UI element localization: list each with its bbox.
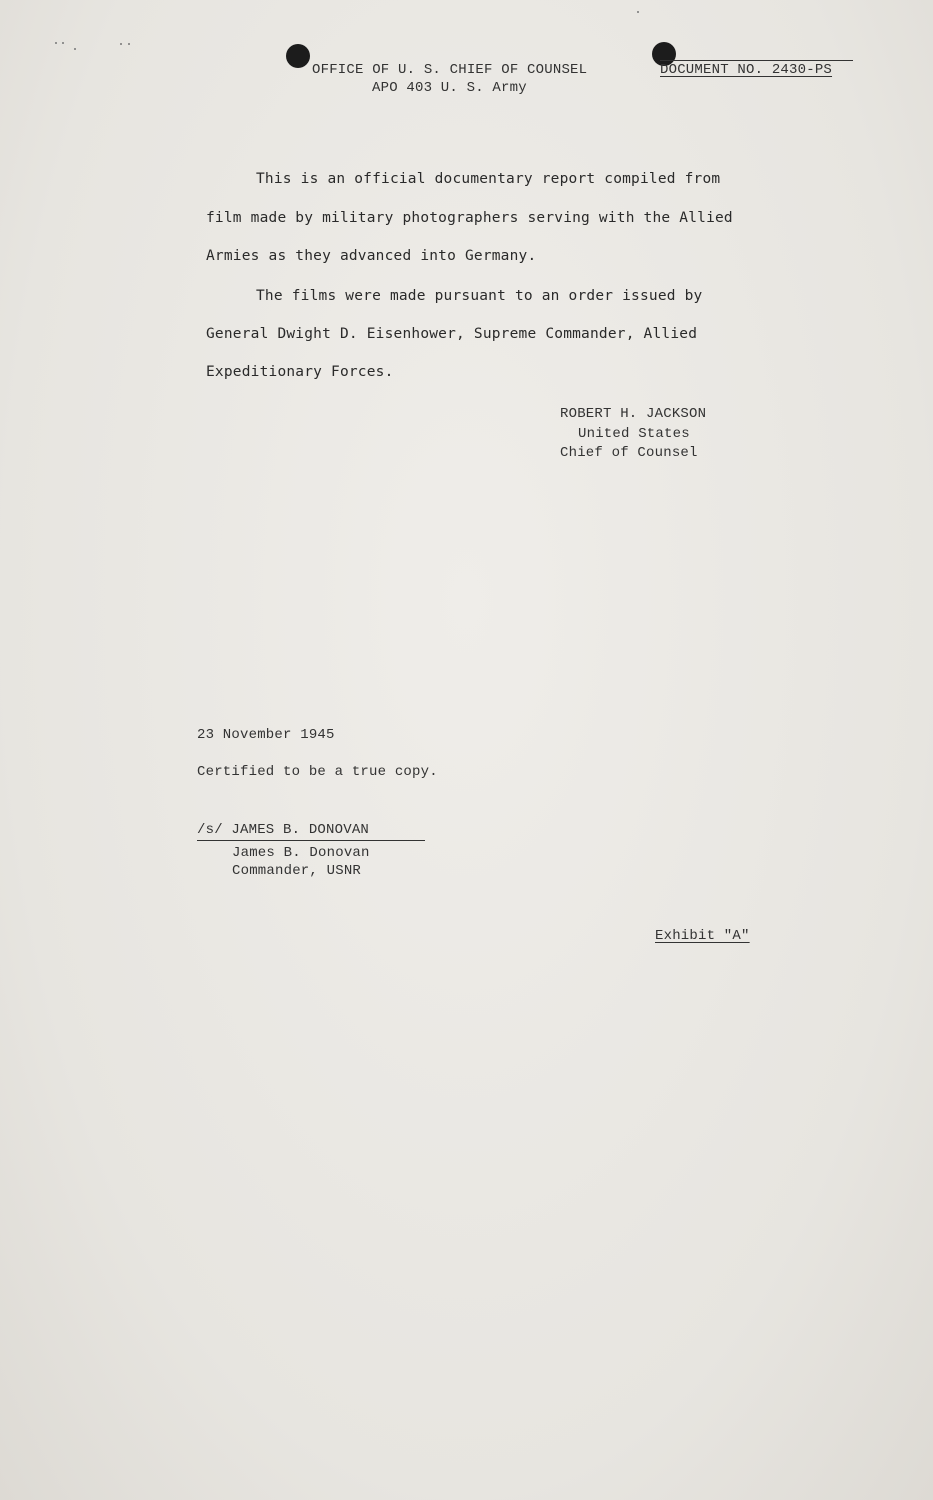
signer-title-2: Chief of Counsel [560, 445, 698, 461]
paragraph1-line1: This is an official documentary report compiled from [256, 171, 721, 187]
speck [74, 48, 76, 50]
apo-line: APO 403 U. S. Army [372, 80, 527, 96]
exhibit-label: Exhibit "A" [655, 928, 750, 944]
speck [55, 42, 57, 44]
speck [62, 42, 64, 44]
certifier-rank: Commander, USNR [232, 863, 362, 879]
certification-date: 23 November 1945 [197, 727, 335, 743]
office-line: OFFICE OF U. S. CHIEF OF COUNSEL [312, 62, 588, 78]
signer-name: ROBERT H. JACKSON [560, 406, 707, 422]
document-number-overline [660, 60, 853, 61]
certification-statement: Certified to be a true copy. [197, 764, 438, 780]
paragraph1-line2: film made by military photographers serving with the Allied [206, 210, 733, 226]
certification-signed: /s/ JAMES B. DONOVAN [197, 822, 370, 838]
paragraph2-line2: General Dwight D. Eisenhower, Supreme Commander, Allied [206, 326, 698, 342]
speck [637, 11, 639, 13]
paragraph2-line3: Expeditionary Forces. [206, 364, 394, 380]
signer-title-1: United States [578, 426, 690, 442]
paragraph1-line3: Armies as they advanced into Germany. [206, 248, 537, 264]
signature-rule [197, 840, 425, 841]
punch-hole-left [286, 44, 310, 68]
document-number: DOCUMENT NO. 2430-PS [660, 62, 833, 78]
speck [120, 43, 122, 45]
certifier-name: James B. Donovan [232, 845, 370, 861]
speck [128, 43, 130, 45]
paragraph2-line1: The films were made pursuant to an order issued by [256, 288, 703, 304]
